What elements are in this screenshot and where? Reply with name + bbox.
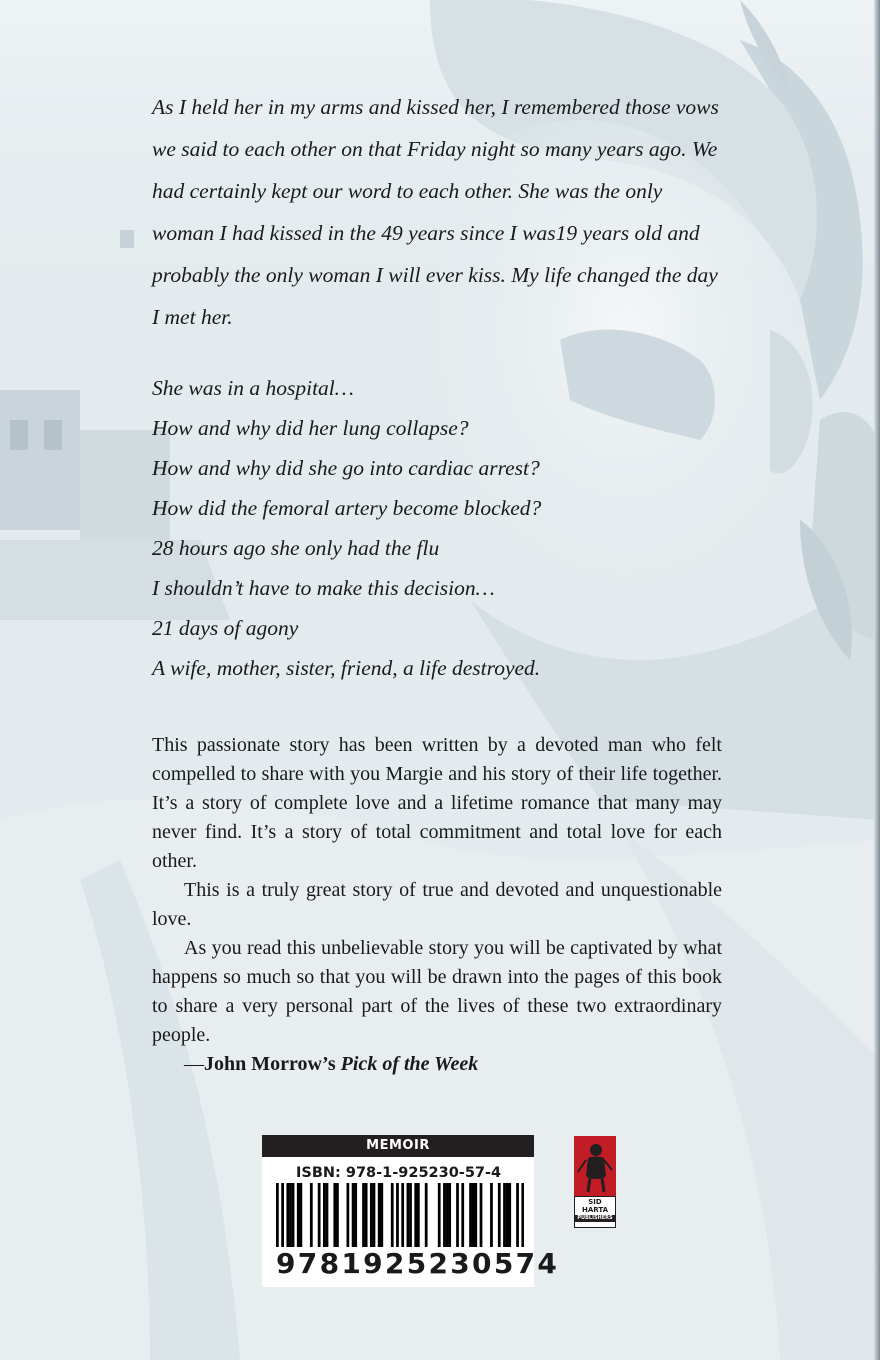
barcode-bar	[474, 1183, 477, 1247]
blurb-paragraph-2: This is a truly great story of true and devoted and unquestionable love.	[152, 879, 722, 930]
intro-paragraph: As I held her in my arms and kissed her, I remembered those vows we said to each other on that Friday night so many years ago. We had certainly kept our word to each other. She was the only woman I had kissed in the 49 years since I was19 years old and probably the only woman I will ever kiss. My life changed the day I met her.	[152, 95, 719, 329]
barcode-bar	[286, 1183, 289, 1247]
spine-shadow	[874, 0, 880, 1360]
verse-line: 21 days of agony	[152, 616, 299, 640]
barcode-bar	[380, 1183, 383, 1247]
barcode-bar	[396, 1183, 399, 1247]
barcode-bar	[506, 1183, 509, 1247]
barcode-bar	[336, 1183, 339, 1247]
attribution-title: Pick of the Week	[340, 1053, 479, 1075]
barcode-digits: 9781925230574	[276, 1247, 560, 1280]
logo-line-2: HARTA	[581, 1206, 608, 1214]
barcode-bar	[480, 1183, 483, 1247]
verse-line: She was in a hospital…	[152, 376, 354, 400]
isbn-barcode-box	[262, 1135, 560, 1287]
barcode-bar	[414, 1183, 417, 1247]
genre-label: MEMOIR	[262, 1135, 534, 1157]
verse-line: How and why did her lung collapse?	[152, 416, 469, 440]
attribution	[152, 1050, 722, 1079]
isbn-text: ISBN: 978-1-925230-57-4	[296, 1165, 502, 1181]
logo-emblem	[574, 1136, 616, 1196]
verse-line: How did the femoral artery become blocked?	[152, 496, 542, 520]
barcode-bar	[401, 1183, 404, 1247]
logo-line-1: SID	[588, 1198, 602, 1206]
barcode-bar	[370, 1183, 373, 1247]
barcode-bar	[365, 1183, 368, 1247]
barcode-bar	[352, 1183, 355, 1247]
barcode-bar	[318, 1183, 321, 1247]
puppet-figure-icon	[574, 1136, 616, 1196]
barcode-bar	[276, 1183, 279, 1247]
verse-line: A wife, mother, sister, friend, a life destroyed.	[152, 656, 541, 680]
barcode-bar	[456, 1183, 459, 1247]
barcode-bar	[446, 1183, 449, 1247]
barcode-bar	[443, 1183, 446, 1247]
blurb-paragraph-1: This passionate story has been written by a devoted man who felt compelled to share with you Margie and his story of their life together. It’s a story of complete love and a lifetime romance that many may never find. It’s a story of total commitment and total love for each other.	[152, 734, 722, 872]
barcode-bar	[373, 1183, 376, 1247]
barcode-bar	[297, 1183, 300, 1247]
attribution-dash: —	[184, 1053, 204, 1075]
verse-line: 28 hours ago she only had the flu	[152, 536, 440, 560]
barcode-bar	[326, 1183, 329, 1247]
barcode-bar	[516, 1183, 519, 1247]
barcode-bar	[472, 1183, 475, 1247]
barcode-bar	[469, 1183, 472, 1247]
barcode-bar	[521, 1183, 524, 1247]
barcode-bar	[448, 1183, 451, 1247]
logo-wordmark	[574, 1196, 616, 1228]
verse-line: I shouldn’t have to make this decision…	[152, 576, 495, 600]
barcode-bar	[409, 1183, 412, 1247]
barcode-bar	[417, 1183, 420, 1247]
blurb-paragraph-3: As you read this unbelievable story you will be captivated by what happens so much so that you will be drawn into the pages of this book to share a very personal part of the lives of these two extraordinary people.	[152, 937, 722, 1046]
barcode-bar	[289, 1183, 292, 1247]
barcode-bar	[425, 1183, 428, 1247]
barcode-bar	[354, 1183, 357, 1247]
barcode-bar	[498, 1183, 501, 1247]
barcode-bar	[438, 1183, 441, 1247]
barcode-bar	[299, 1183, 302, 1247]
barcode-bar	[378, 1183, 381, 1247]
logo-line-3: PUBLISHERS	[575, 1215, 615, 1222]
barcode-bar	[407, 1183, 410, 1247]
verse-line: How and why did she go into cardiac arrest?	[152, 456, 540, 480]
barcode-bar	[292, 1183, 295, 1247]
barcode-bar	[490, 1183, 493, 1247]
barcode-bar	[310, 1183, 313, 1247]
barcode-bar	[323, 1183, 326, 1247]
barcode-bar	[391, 1183, 394, 1247]
barcode-bar	[461, 1183, 464, 1247]
barcode	[276, 1183, 524, 1247]
barcode-bar	[362, 1183, 365, 1247]
attribution-name: John Morrow’s	[204, 1053, 336, 1075]
barcode-bar	[333, 1183, 336, 1247]
blurb	[152, 731, 722, 1079]
barcode-bar	[508, 1183, 511, 1247]
barcode-bar	[281, 1183, 284, 1247]
barcode-bar	[503, 1183, 506, 1247]
publisher-logo	[574, 1136, 616, 1228]
verse-list	[152, 368, 752, 688]
barcode-bar	[346, 1183, 349, 1247]
